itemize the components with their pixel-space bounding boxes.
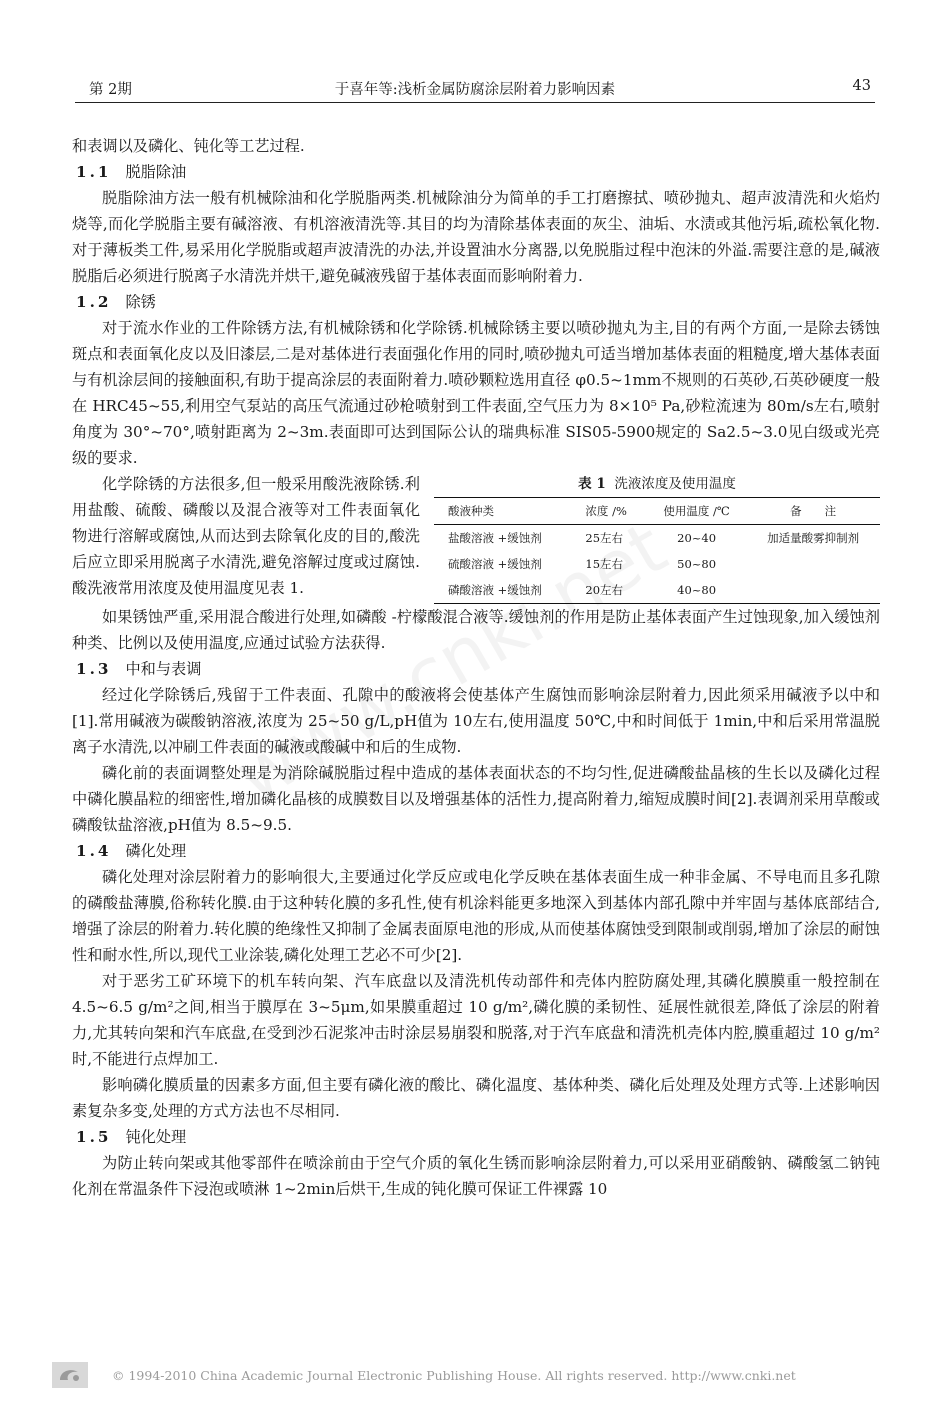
- paragraph: 和表调以及磷化、钝化等工艺过程.: [72, 137, 305, 155]
- article-body: [72, 133, 880, 1202]
- cell-acid-type: 盐酸溶液 +缓蚀剂: [448, 531, 542, 545]
- table-title: 洗液浓度及使用温度: [614, 476, 736, 492]
- section-heading-1-2: [72, 289, 880, 315]
- table-number: 表 1: [578, 476, 606, 492]
- running-header: [75, 74, 875, 103]
- paragraph: 如果锈蚀严重,采用混合酸进行处理,如磷酸 -柠檬酸混合液等.缓蚀剂的作用是防止基体表面产生过蚀现象,加入缓蚀剂种类、比例以及使用温度,应通过试验方法获得.: [72, 608, 880, 652]
- cell-remarks: [746, 551, 880, 577]
- page-number: 43: [852, 78, 871, 94]
- cell-temperature: 50~80: [677, 557, 717, 571]
- issue-number: 第 2期: [89, 82, 132, 98]
- table-1: [434, 473, 880, 604]
- header-acid-type: 酸液种类: [448, 504, 494, 518]
- paragraph: 经过化学除锈后,残留于工件表面、孔隙中的酸液将会使基体产生腐蚀而影响涂层附着力,因此须采用碱液予以中和[1].常用碱液为碳酸钠溶液,浓度为 25~50 g/L,pH值为 10左右,使用温度 50℃,中和时间低于 1min,中和后采用常温脱离子水清洗,以冲刷工件表面的碱液或酸碱中和后的生成物.: [72, 686, 880, 756]
- footer: [50, 1362, 900, 1392]
- header-concentration: 浓度 /%: [585, 504, 627, 518]
- paragraph: 对于流水作业的工件除锈方法,有机械除锈和化学除锈.机械除锈主要以喷砂抛丸为主,目的有两个方面,一是除去锈蚀斑点和表面氧化皮以及旧漆层,二是对基体进行表面强化作用的同时,喷砂抛丸可适当增加基体表面的粗糙度,增大基体表面与有机涂层间的接触面积,有助于提高涂层的表面附着力.喷砂颗粒选用直径 φ0.5~1mm不规则的石英砂,石英砂硬度一般在 HRC45~55,利用空气泵站的高压气流通过砂枪喷射到工件表面,空气压力为 8×10⁵ Pa,砂粒流速为 80m/s左右,喷射角度为 30°~70°,喷射距离为 2~3m.表面即可达到国际公认的瑞典标准 SIS05-5900规定的 Sa2.5~3.0见白级或光亮级的要求.: [72, 319, 880, 467]
- paragraph: 磷化处理对涂层附着力的影响很大,主要通过化学反应或电化学反映在基体表面生成一种非金属、不导电而且多孔隙的磷酸盐薄膜,俗称转化膜.由于这种转化膜的多孔性,使有机涂料能更多地深入到基体内部孔隙中并牢固与基体底部结合,增强了涂层的附着力.转化膜的绝缘性又抑制了金属表面原电池的形成,从而使基体腐蚀受到限制或削弱,增加了涂层的耐蚀性和耐水性,所以,现代工业涂装,磷化处理工艺必不可少[2].: [72, 868, 880, 964]
- paragraph: 影响磷化膜质量的因素多方面,但主要有磷化液的酸比、磷化温度、基体种类、磷化后处理及处理方式等.上述影响因素复杂多变,处理的方式方法也不尽相同.: [72, 1076, 880, 1120]
- section-heading-1-1: [72, 159, 880, 185]
- cell-concentration: 15左右: [585, 557, 624, 571]
- cell-remarks: [746, 577, 880, 604]
- section-number: 1.4: [76, 842, 112, 860]
- section-title: 中和与表调: [125, 660, 202, 678]
- cell-temperature: 40~80: [677, 583, 717, 597]
- section-heading-1-4: [72, 838, 880, 864]
- acid-wash-table: [434, 497, 880, 604]
- section-number: 1.2: [76, 293, 112, 311]
- section-number: 1.3: [76, 660, 112, 678]
- cell-acid-type: 硫酸溶液 +缓蚀剂: [448, 557, 542, 571]
- section-heading-1-5: [72, 1124, 880, 1150]
- publisher-logo-icon: [52, 1362, 88, 1388]
- table-caption: [434, 473, 880, 495]
- paragraph: 磷化前的表面调整处理是为消除碱脱脂过程中造成的基体表面状态的不均匀性,促进磷酸盐晶核的生长以及磷化过程中磷化膜晶粒的细密性,增加磷化晶核的成膜数目以及增强基体的活性力,提高附着力,缩短成膜时间[2].表调剂采用草酸或磷酸钛盐溶液,pH值为 8.5~9.5.: [72, 764, 880, 834]
- cell-concentration: 20左右: [585, 583, 624, 597]
- paragraph: 对于恶劣工矿环境下的机车转向架、汽车底盘以及清洗机传动部件和壳体内腔防腐处理,其磷化膜膜重一般控制在 4.5~6.5 g/m²之间,相当于膜厚在 3~5μm,如果膜重超过 10 g/m²,磷化膜的柔韧性、延展性就很差,降低了涂层的附着力,尤其转向架和汽车底盘,在受到沙石泥浆冲击时涂层易崩裂和脱落,对于汽车底盘和清洗机壳体内腔,膜重超过 10 g/m²时,不能进行点焊加工.: [72, 972, 880, 1068]
- header-temperature: 使用温度 /℃: [663, 504, 730, 518]
- cell-concentration: 25左右: [585, 531, 624, 545]
- running-title: 于喜年等:浅析金属防腐涂层附着力影响因素: [334, 82, 616, 98]
- section-number: 1.1: [76, 163, 112, 181]
- table-row: [434, 551, 880, 577]
- section-title: 除锈: [125, 293, 156, 311]
- header-remarks: 备 注: [790, 504, 837, 518]
- text-with-table: [72, 471, 880, 604]
- cell-acid-type: 磷酸溶液 +缓蚀剂: [448, 583, 542, 597]
- section-heading-1-3: [72, 656, 880, 682]
- paragraph: 脱脂除油方法一般有机械除油和化学脱脂两类.机械除油分为简单的手工打磨擦拭、喷砂抛丸、超声波清洗和火焰灼烧等,而化学脱脂主要有碱溶液、有机溶液清洗等.其目的均为清除基体表面的灰尘、油垢、水渍或其他污垢,疏松氧化物.对于薄板类工件,易采用化学脱脂或超声波清洗的办法,并设置油水分离器,以免脱脂过程中泡沫的外溢.需要注意的是,碱液脱脂后必须进行脱离子水清洗并烘干,避免碱液残留于基体表面而影响附着力.: [72, 189, 880, 285]
- section-title: 磷化处理: [125, 842, 187, 860]
- paragraph: 为防止转向架或其他零部件在喷涂前由于空气介质的氧化生锈而影响涂层附着力,可以采用亚硝酸钠、磷酸氢二钠钝化剂在常温条件下浸泡或喷淋 1~2min后烘干,生成的钝化膜可保证工件裸露 10: [72, 1154, 880, 1198]
- paragraph: 化学除锈的方法很多,但一般采用酸洗液除锈.利用盐酸、硫酸、磷酸以及混合液等对工件表面氧化物进行溶解或腐蚀,从而达到去除氧化皮的目的,酸洗后应立即采用脱离子水清洗,避免溶解过度或过腐蚀.酸洗液常用浓度及使用温度见表 1.: [72, 475, 420, 597]
- table-header-row: [434, 498, 880, 525]
- section-title: 脱脂除油: [125, 163, 187, 181]
- table-row: [434, 525, 880, 552]
- section-number: 1.5: [76, 1128, 112, 1146]
- cell-remarks: 加适量酸雾抑制剂: [767, 531, 860, 545]
- table-row: [434, 577, 880, 604]
- copyright-notice: © 1994-2010 China Academic Journal Electronic Publishing House. All rights reserved. http://www.cnki.net: [112, 1368, 796, 1383]
- section-title: 钝化处理: [125, 1128, 187, 1146]
- cell-temperature: 20~40: [677, 531, 717, 545]
